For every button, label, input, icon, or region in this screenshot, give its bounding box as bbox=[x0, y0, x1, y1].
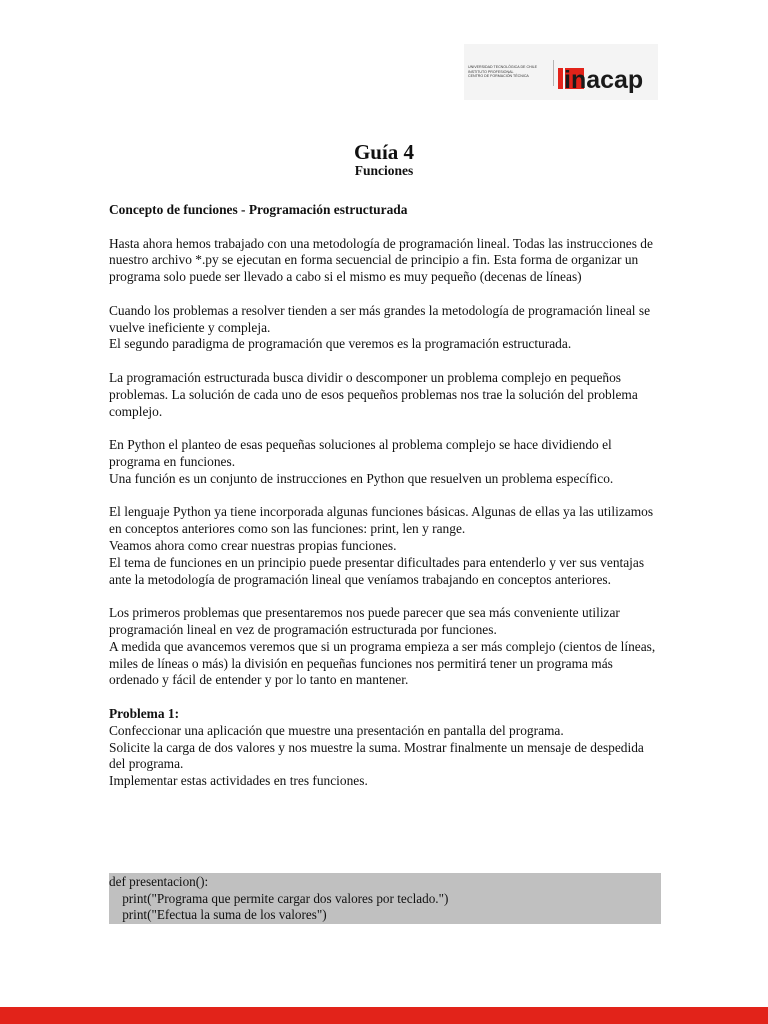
brand-wordmark: inacap bbox=[564, 66, 644, 93]
footer-bar bbox=[0, 1007, 768, 1024]
page-subtitle: Funciones bbox=[354, 163, 414, 178]
logo-divider bbox=[553, 60, 554, 86]
problem-line: Confeccionar una aplicación que muestre una presentación en pantalla del programa. bbox=[109, 722, 564, 738]
institution-line-institute: INSTITUTO PROFESIONAL bbox=[468, 69, 514, 74]
paragraph-complex-programs: A medida que avancemos veremos que si un programa empieza a ser más complejo (cientos de líneas, miles de líneas o más) la división en pequeñas funciones nos permitirá tener un programa más ordenado y fácil de entender y por lo tanto en mantener. bbox=[109, 638, 656, 688]
institution-line-university: UNIVERSIDAD TECNOLÓGICA DE CHILE bbox=[468, 65, 538, 69]
problem-line: Solicite la carga de dos valores y nos muestre la suma. Mostrar finalmente un mensaje de despedida del programa. bbox=[109, 739, 644, 772]
code-line: def presentacion(): bbox=[109, 874, 209, 889]
paragraph-difficulties: El tema de funciones en un principio puede presentar dificultades para entenderlo y ver sus ventajas ante la metodología de programación lineal que veníamos trabajando en conceptos anteriores. bbox=[109, 554, 645, 587]
institution-line-cft: CENTRO DE FORMACIÓN TÉCNICA bbox=[468, 74, 529, 79]
section-heading: Concepto de funciones - Programación estructurada bbox=[109, 202, 408, 217]
paragraph-function-definition: Una función es un conjunto de instrucciones en Python que resuelven un problema específico. bbox=[109, 470, 614, 486]
paragraph-first-problems: Los primeros problemas que presentaremos nos puede parecer que sea más conveniente utilizar programación lineal en vez de programación estructurada por funciones. bbox=[109, 605, 620, 637]
problem-line: Implementar estas actividades en tres funciones. bbox=[109, 773, 368, 789]
paragraph-linear-programming: Hasta ahora hemos trabajado con una metodología de programación lineal. Todas las instrucciones de nuestro archivo *.py se ejecutan en forma secuencial de principio a fin. Esta forma de organizar un programa solo puede ser llevado a cabo si el mismo es muy pequeño (decenas de líneas) bbox=[109, 235, 653, 285]
problem-heading: Problema 1: bbox=[109, 705, 180, 721]
inacap-logo-mark bbox=[558, 65, 656, 93]
paragraph-complexity: Cuando los problemas a resolver tienden a ser más grandes la metodología de programación lineal se vuelve ineficiente y compleja. bbox=[109, 302, 651, 335]
paragraph-own-functions: Veamos ahora como crear nuestras propias funciones. bbox=[109, 537, 397, 553]
document-body bbox=[109, 202, 661, 790]
paragraph-python-functions: En Python el planteo de esas pequeñas soluciones al problema complejo se hace dividiendo el programa en funciones. bbox=[109, 437, 612, 469]
institution-name bbox=[468, 65, 554, 79]
page-title: Guía 4 bbox=[353, 140, 415, 164]
code-line: print("Efectua la suma de los valores") bbox=[109, 907, 327, 923]
paragraph-second-paradigm: El segundo paradigma de programación que veremos es la programación estructurada. bbox=[109, 336, 572, 352]
institution-logo bbox=[464, 44, 658, 100]
paragraph-builtin-functions: El lenguaje Python ya tiene incorporada algunas funciones básicas. Algunas de ellas ya las utilizamos en conceptos anteriores como son las funciones: print, len y range. bbox=[109, 504, 654, 537]
code-block bbox=[109, 873, 661, 924]
paragraph-structured-programming: La programación estructurada busca dividir o descomponer un problema complejo en pequeños problemas. La solución de cada uno de esos pequeños problemas nos trae la solución del problema complejo. bbox=[109, 369, 638, 419]
code-line: print("Programa que permite cargar dos valores por teclado.") bbox=[109, 890, 449, 906]
